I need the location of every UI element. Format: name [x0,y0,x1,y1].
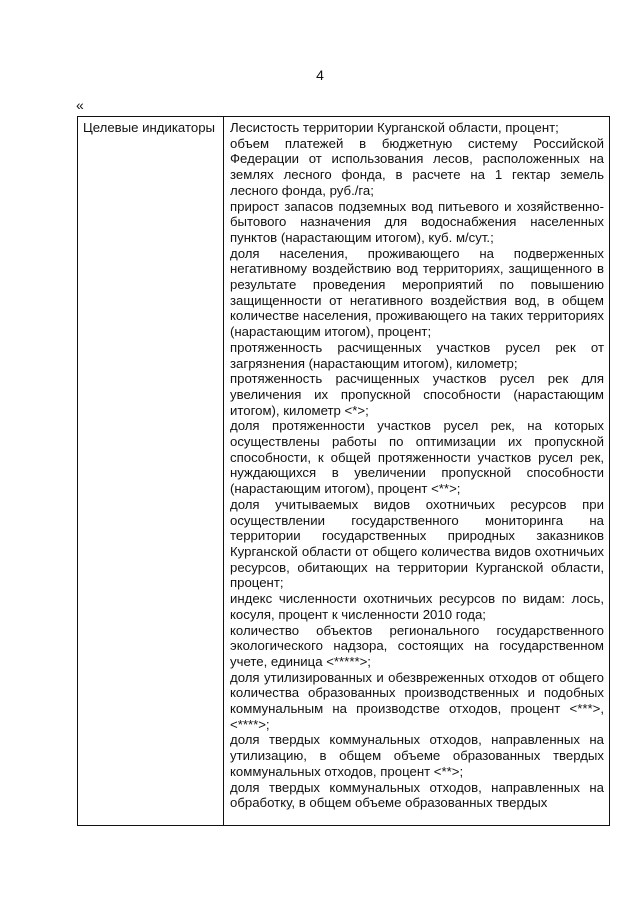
list-item: доля твердых коммунальных отходов, направленных на обработку, в общем объеме образованных твердых [230,779,604,811]
indicators-table [77,116,610,826]
list-item: объем платежей в бюджетную систему Российской Федерации от использования лесов, расположенных на землях лесного фонда, в расчете на 1 гектар земель лесного фонда, руб./га; [230,135,604,198]
list-item: доля протяженности участков русел рек, на которых осуществлены работы по оптимизации их пропускной способности, к общей протяженности участков русел рек, нуждающихся в увеличении пропускной способности (нарастающим итогом), процент <**>; [230,418,604,497]
indicators-list [224,117,610,826]
list-item: протяженность расчищенных участков русел рек от загрязнения (нарастающим итогом), километр; [230,339,604,371]
list-item: прирост запасов подземных вод питьевого и хозяйственно-бытового назначения для водоснабжения населенных пунктов (нарастающим итогом), куб. м/сут.; [230,198,604,245]
list-item: Лесистость территории Курганской области, процент; [230,120,559,135]
table-row [78,117,610,826]
list-item: доля твердых коммунальных отходов, направленных на утилизацию, в общем объеме образованных твердых коммунальных отходов, процент <**>; [230,732,604,779]
list-item: доля населения, проживающего на подверженных негативному воздействию вод территориях, защищенного в результате проведения мероприятий по повышению защищенности от негативного воздействия вод, в общем количестве населения, проживающего на таких территориях (нарастающим итогом), процент; [230,245,604,340]
list-item: количество объектов регионального государственного экологического надзора, состоящих на государственном учете, единица <*****>; [230,622,604,669]
page-number: 4 [316,67,324,83]
list-item: доля утилизированных и обезвреженных отходов от общего количества образованных производственных и подобных коммунальным на производстве отходов, процент <***>, <****>; [230,669,604,732]
list-item: доля учитываемых видов охотничьих ресурсов при осуществлении государственного мониторинга на территории государственных природных заказников Курганской области от общего количества видов охотничьих ресурсов, обитающих на территории Курганской области, процент; [230,496,604,591]
row-label: Целевые индикаторы [78,117,224,826]
list-item: протяженность расчищенных участков русел рек для увеличения их пропускной способности (нарастающим итогом), километр <*>; [230,371,604,418]
open-quote: « [76,97,84,113]
list-item: индекс численности охотничьих ресурсов по видам: лось, косуля, процент к численности 2010 года; [230,591,604,622]
